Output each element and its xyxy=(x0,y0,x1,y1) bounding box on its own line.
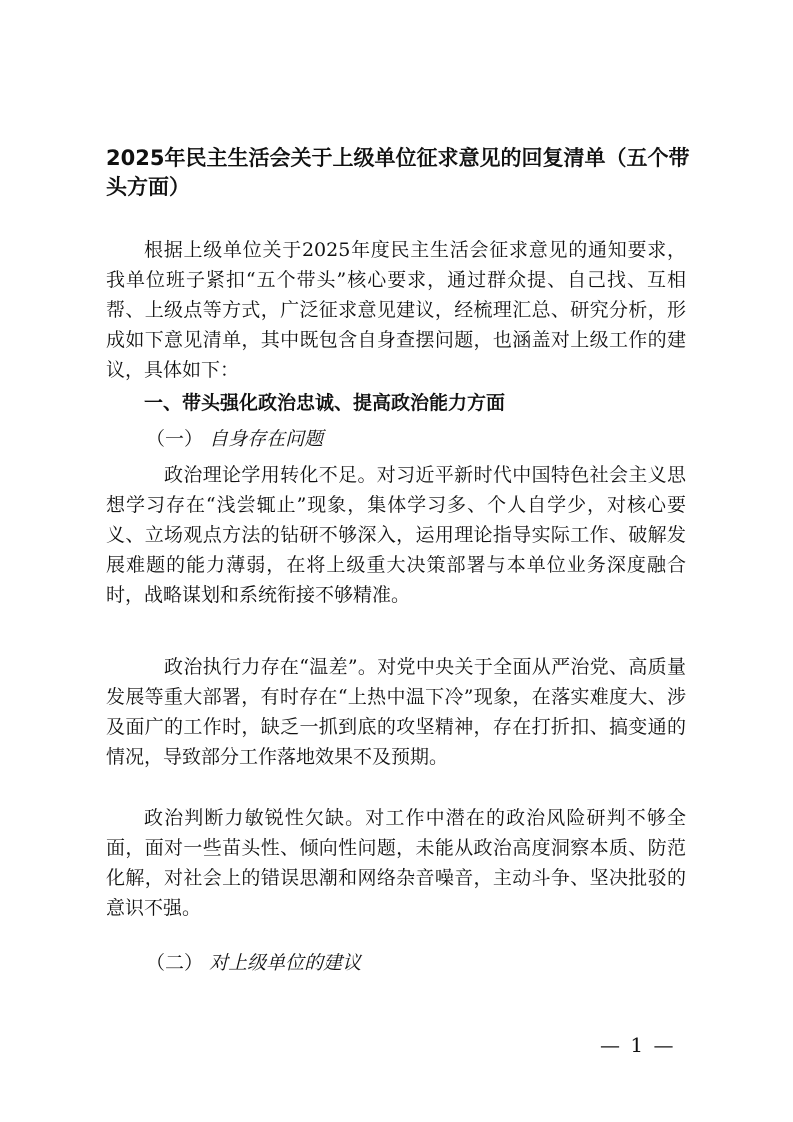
subsection-heading-self-problems xyxy=(146,424,323,454)
subsection-prefix: （一） xyxy=(146,428,204,450)
subsection-prefix: （二） xyxy=(146,952,204,974)
subsection-label: 对上级单位的建议 xyxy=(209,952,362,974)
paragraph-theory-learning: 政治理论学用转化不足。对习近平新时代中国特色社会主义思想学习存在“浅尝辄止”现象，集体学习多、个人自学少，对核心要义、立场观点方法的钻研不够深入，运用理论指导实际工作、破解发展难题的能力薄弱，在将上级重大决策部署与本单位业务深度融合时，战略谋划和系统衔接不够精准。 xyxy=(106,464,686,606)
subsection-heading-suggestions xyxy=(146,948,361,978)
intro-paragraph: 根据上级单位关于2025年度民主生活会征求意见的通知要求，我单位班子紧扣“五个带头”核心要求，通过群众提、自己找、互相帮、上级点等方式，广泛征求意见建议，经梳理汇总、研究分析，形成如下意见清单，其中既包含自身查摆问题，也涵盖对上级工作的建议，具体如下： xyxy=(106,239,686,381)
subsection-label: 自身存在问题 xyxy=(209,428,324,450)
section-heading: 一、带头强化政治忠诚、提高政治能力方面 xyxy=(144,392,506,414)
document-title: 2025年民主生活会关于上级单位征求意见的回复清单（五个带头方面） xyxy=(106,146,690,199)
paragraph-execution: 政治执行力存在“温差”。对党中央关于全面从严治党、高质量发展等重大部署，有时存在“上热中温下冷”现象，在落实难度大、涉及面广的工作时，缺乏一抓到底的攻坚精神，存在打折扣、搞变通的情况，导致部分工作落地效果不及预期。 xyxy=(106,656,686,768)
page-number: — 1 — xyxy=(600,1033,676,1057)
paragraph-judgment: 政治判断力敏锐性欠缺。对工作中潜在的政治风险研判不够全面，面对一些苗头性、倾向性问题，未能从政治高度洞察本质、防范化解，对社会上的错误思潮和网络杂音噪音，主动斗争、坚决批驳的意识不强。 xyxy=(106,807,686,919)
